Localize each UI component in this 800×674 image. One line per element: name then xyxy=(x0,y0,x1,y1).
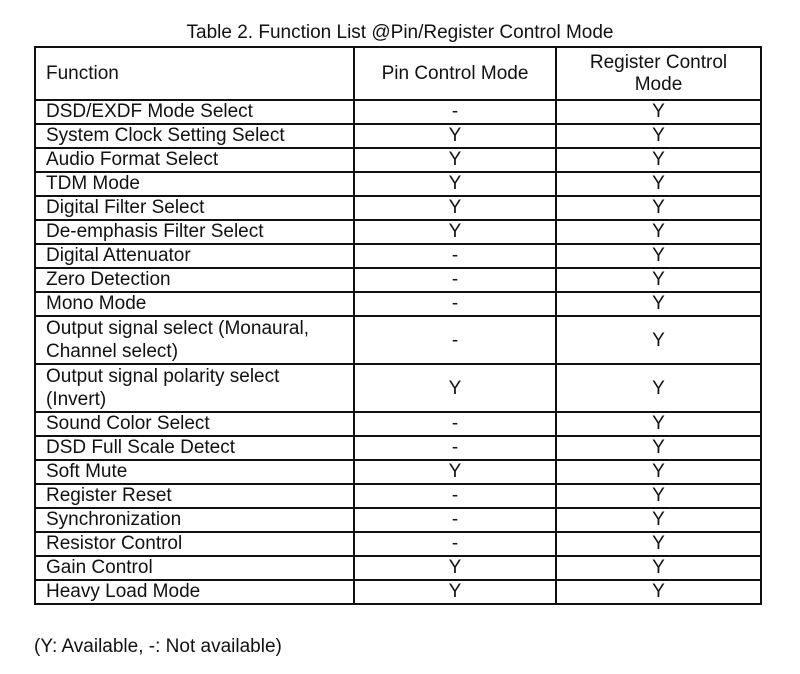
pin-control-cell: - xyxy=(354,292,556,316)
pin-control-cell: - xyxy=(354,100,556,124)
register-control-cell: Y xyxy=(556,100,761,124)
register-control-cell: Y xyxy=(556,244,761,268)
register-control-cell: Y xyxy=(556,148,761,172)
table-row xyxy=(35,508,761,532)
table-row xyxy=(35,484,761,508)
function-cell: Synchronization xyxy=(35,508,354,532)
register-control-cell: Y xyxy=(556,556,761,580)
register-control-cell: Y xyxy=(556,436,761,460)
function-list-table xyxy=(34,46,762,605)
register-control-cell: Y xyxy=(556,364,761,412)
register-control-cell: Y xyxy=(556,508,761,532)
table-row xyxy=(35,364,761,412)
register-control-cell: Y xyxy=(556,532,761,556)
function-cell: Audio Format Select xyxy=(35,148,354,172)
table-header-row xyxy=(35,47,761,100)
function-cell: Soft Mute xyxy=(35,460,354,484)
function-cell: Digital Attenuator xyxy=(35,244,354,268)
function-cell: Sound Color Select xyxy=(35,412,354,436)
table-row xyxy=(35,196,761,220)
table-row xyxy=(35,532,761,556)
table-row xyxy=(35,580,761,604)
pin-control-cell: - xyxy=(354,268,556,292)
register-control-cell: Y xyxy=(556,580,761,604)
header-pin-control-mode: Pin Control Mode xyxy=(354,47,556,100)
pin-control-cell: Y xyxy=(354,580,556,604)
function-cell: TDM Mode xyxy=(35,172,354,196)
pin-control-cell: Y xyxy=(354,220,556,244)
register-control-cell: Y xyxy=(556,484,761,508)
function-cell: Register Reset xyxy=(35,484,354,508)
function-cell: Output signal select (Monaural, Channel select) xyxy=(35,316,354,364)
table-row xyxy=(35,244,761,268)
function-cell: Zero Detection xyxy=(35,268,354,292)
table-row xyxy=(35,220,761,244)
register-control-cell: Y xyxy=(556,412,761,436)
register-control-cell: Y xyxy=(556,460,761,484)
table-row xyxy=(35,172,761,196)
header-register-control-mode: Register Control Mode xyxy=(556,47,761,100)
pin-control-cell: Y xyxy=(354,460,556,484)
function-cell: DSD/EXDF Mode Select xyxy=(35,100,354,124)
pin-control-cell: - xyxy=(354,244,556,268)
function-cell: De-emphasis Filter Select xyxy=(35,220,354,244)
table-row xyxy=(35,556,761,580)
pin-control-cell: Y xyxy=(354,364,556,412)
pin-control-cell: - xyxy=(354,412,556,436)
register-control-cell: Y xyxy=(556,124,761,148)
pin-control-cell: - xyxy=(354,484,556,508)
function-cell: Mono Mode xyxy=(35,292,354,316)
function-cell: DSD Full Scale Detect xyxy=(35,436,354,460)
pin-control-cell: Y xyxy=(354,148,556,172)
table-row xyxy=(35,292,761,316)
register-control-cell: Y xyxy=(556,268,761,292)
function-cell: Output signal polarity select (Invert) xyxy=(35,364,354,412)
table-row xyxy=(35,124,761,148)
register-control-cell: Y xyxy=(556,220,761,244)
pin-control-cell: Y xyxy=(354,556,556,580)
pin-control-cell: - xyxy=(354,436,556,460)
table-row xyxy=(35,100,761,124)
pin-control-cell: Y xyxy=(354,172,556,196)
pin-control-cell: - xyxy=(354,508,556,532)
table-row xyxy=(35,268,761,292)
function-cell: Resistor Control xyxy=(35,532,354,556)
header-function: Function xyxy=(35,47,354,100)
pin-control-cell: - xyxy=(354,316,556,364)
register-control-cell: Y xyxy=(556,316,761,364)
pin-control-cell: Y xyxy=(354,196,556,220)
table-row xyxy=(35,436,761,460)
function-cell: System Clock Setting Select xyxy=(35,124,354,148)
register-control-cell: Y xyxy=(556,172,761,196)
table-footnote: (Y: Available, -: Not available) xyxy=(34,636,282,657)
register-control-cell: Y xyxy=(556,292,761,316)
table-row xyxy=(35,148,761,172)
function-cell: Digital Filter Select xyxy=(35,196,354,220)
table-caption: Table 2. Function List @Pin/Register Control Mode xyxy=(186,22,614,43)
function-cell: Gain Control xyxy=(35,556,354,580)
pin-control-cell: Y xyxy=(354,124,556,148)
table-row xyxy=(35,460,761,484)
register-control-cell: Y xyxy=(556,196,761,220)
table-row xyxy=(35,316,761,364)
function-cell: Heavy Load Mode xyxy=(35,580,354,604)
pin-control-cell: - xyxy=(354,532,556,556)
table-row xyxy=(35,412,761,436)
